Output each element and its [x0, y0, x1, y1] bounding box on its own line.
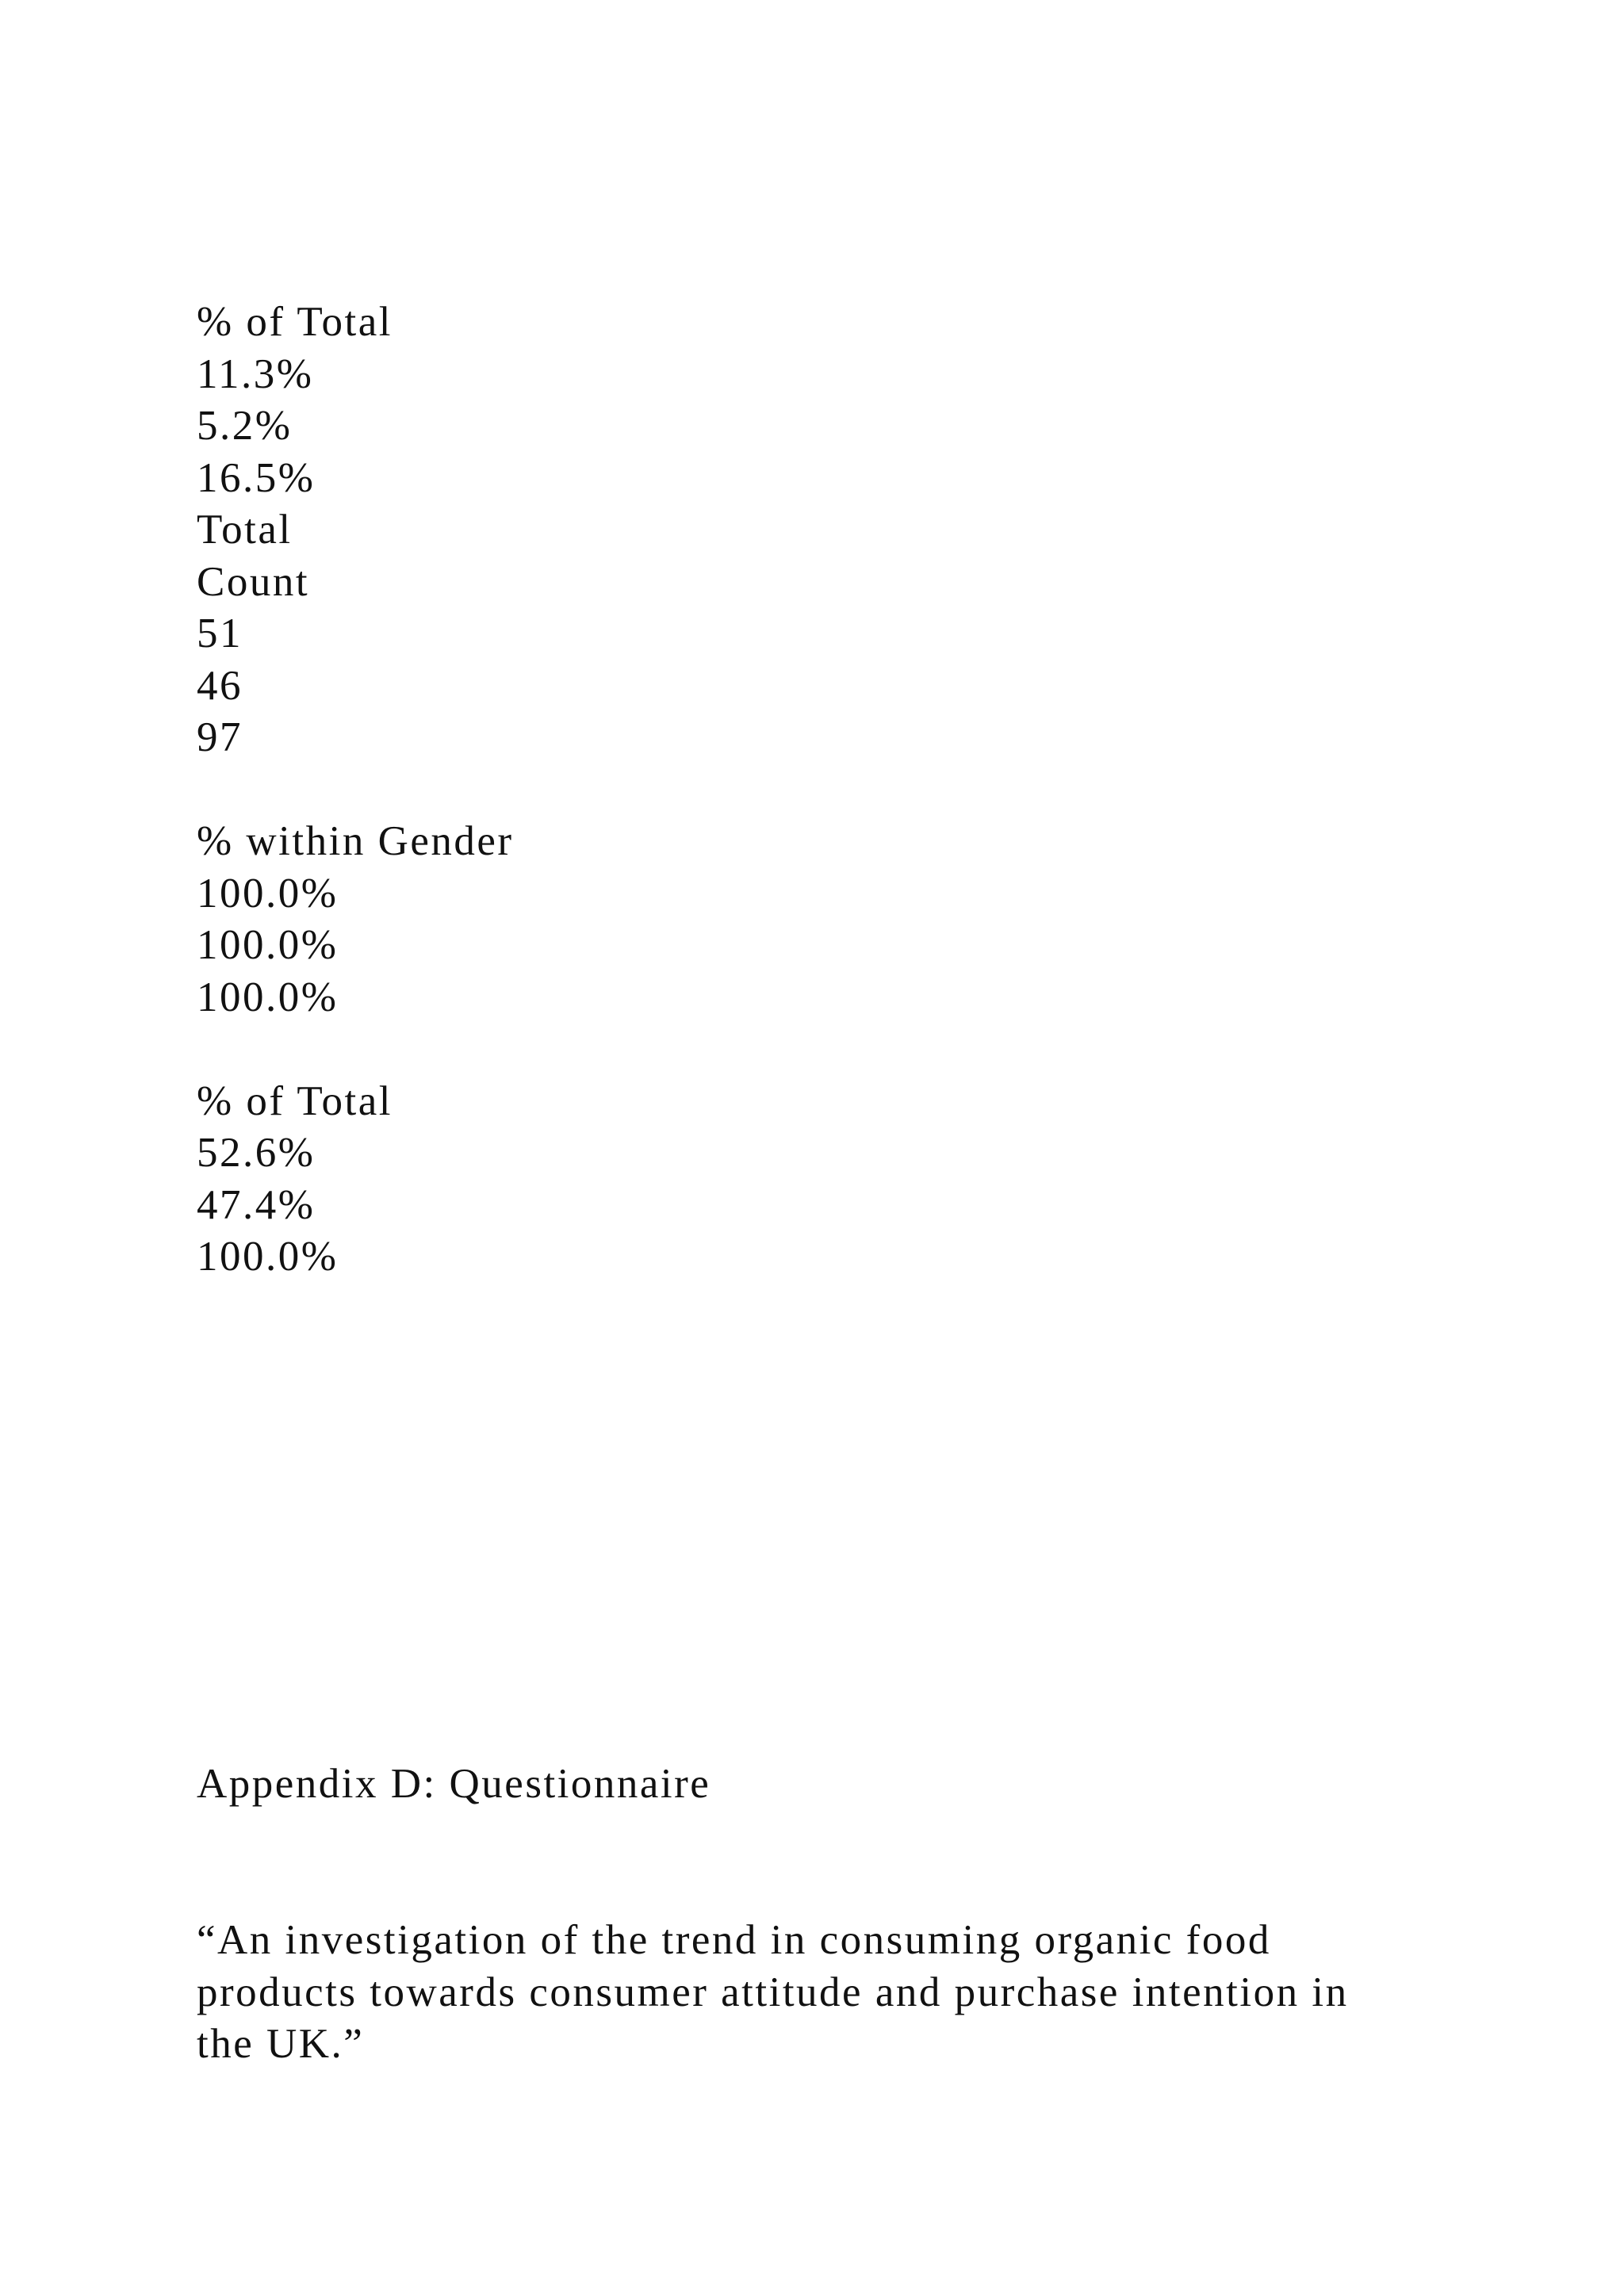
appendix-heading: Appendix D: Questionnaire — [197, 1761, 711, 1807]
text-line: 11.3% — [197, 350, 314, 397]
text-line: 51 — [197, 610, 243, 656]
crosstab-values — [197, 297, 514, 1284]
text-line: % of Total — [197, 1077, 393, 1124]
text-line: 16.5% — [197, 454, 316, 501]
blank-line — [197, 1024, 514, 1076]
text-line: Total — [197, 507, 293, 553]
text-line: % of Total — [197, 299, 393, 345]
text-line: 46 — [197, 662, 243, 709]
text-line: 100.0% — [197, 870, 339, 916]
text-line: 52.6% — [197, 1130, 316, 1176]
text-line: 100.0% — [197, 974, 339, 1020]
text-line: 100.0% — [197, 1234, 339, 1280]
title-line: “An investigation of the trend in consuming organic food — [197, 1917, 1271, 1963]
text-line: Count — [197, 558, 310, 605]
text-line: 100.0% — [197, 922, 339, 968]
text-line: 47.4% — [197, 1181, 316, 1228]
title-line: the UK.” — [197, 2021, 365, 2067]
questionnaire-title — [197, 1915, 1349, 2071]
text-line: 5.2% — [197, 403, 293, 449]
title-line: products towards consumer attitude and purchase intention in — [197, 1969, 1349, 2015]
text-line: % within Gender — [197, 818, 514, 864]
blank-line — [197, 764, 514, 817]
text-line: 97 — [197, 714, 243, 760]
